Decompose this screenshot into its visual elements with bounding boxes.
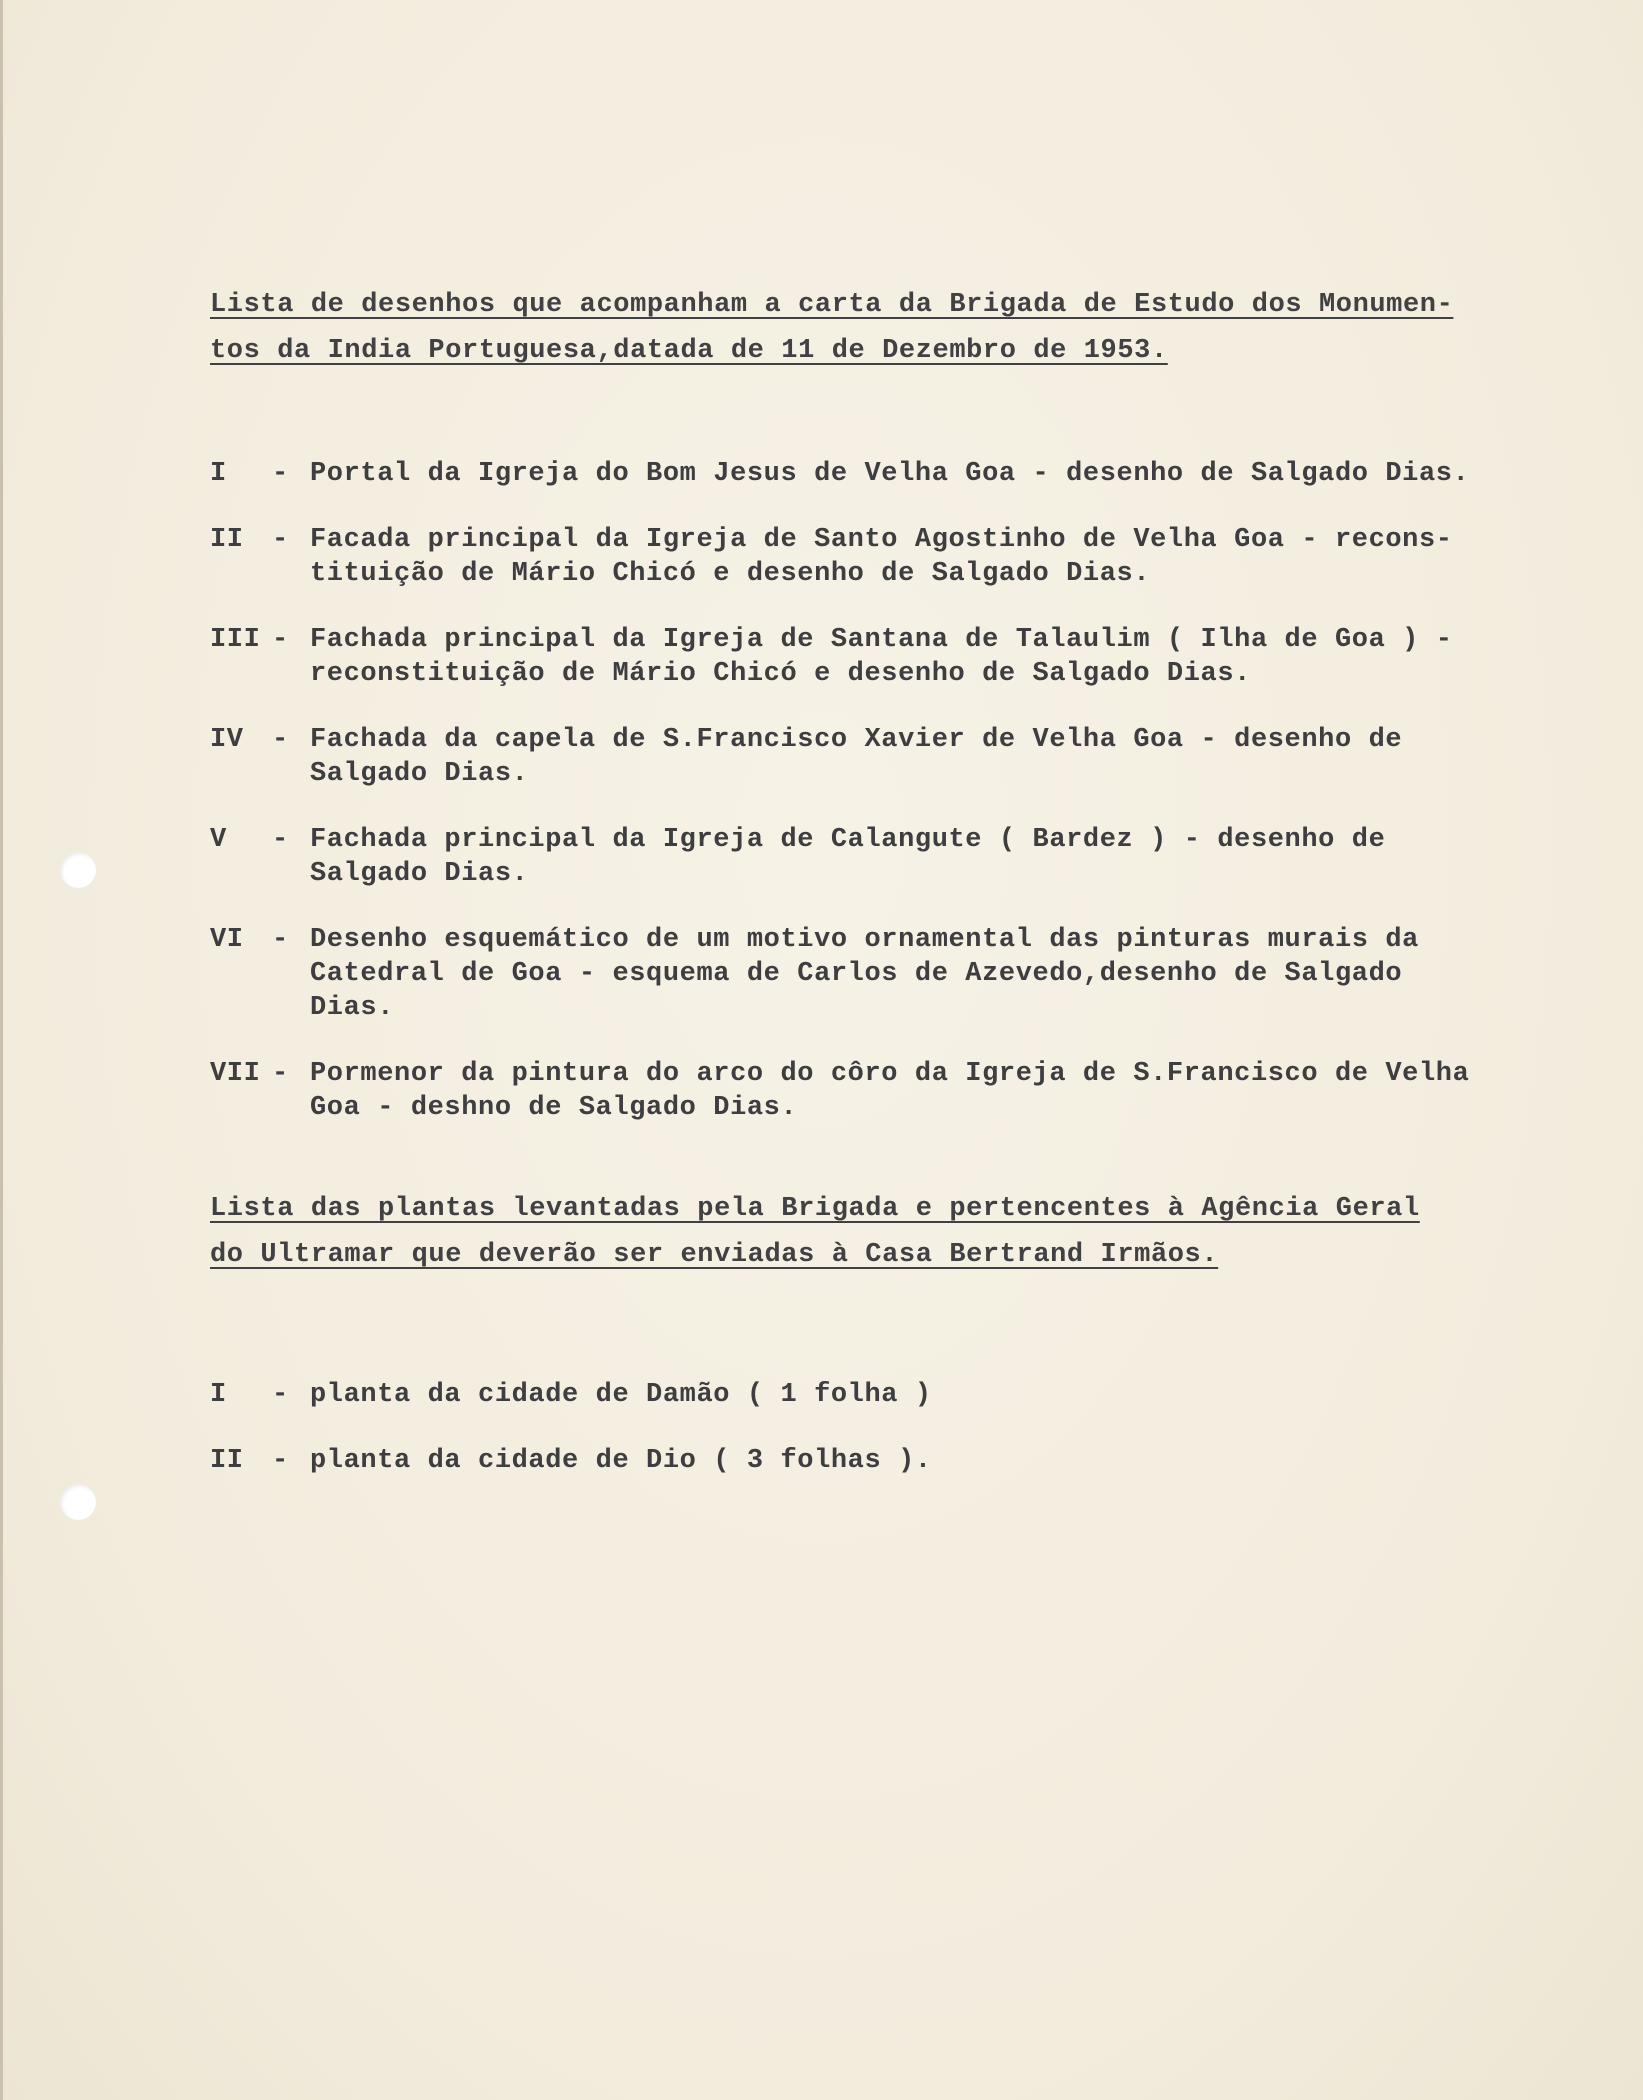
item-text: planta da cidade de Damão ( 1 folha ) [310,1380,932,1410]
item-text: Fachada principal da Igreja de Santana de Talaulim ( Ilha de Goa ) - reconstituição de Mário Chicó e desenho de Salgado Dias. [310,625,1453,689]
item-dash: - [272,1059,289,1089]
item-number: II [210,1446,244,1476]
list-item [210,723,1500,791]
heading-line: Lista das plantas levantadas pela Brigada e pertencentes à Agência Geral [210,1194,1420,1224]
heading-line: Lista de desenhos que acompanham a carta da Brigada de Estudo dos Monumen- [210,290,1454,320]
heading-line: do Ultramar que deverão ser enviadas à Casa Bertrand Irmãos. [210,1240,1219,1270]
item-dash: - [272,725,289,755]
item-dash: - [272,925,289,955]
item-number: V [210,825,227,855]
list-item [210,523,1500,591]
list-item [210,1378,1500,1412]
list-item [210,923,1500,1025]
item-number: I [210,459,227,489]
item-dash: - [272,459,289,489]
item-number: II [210,525,244,555]
item-number: IV [210,725,244,755]
item-text: Portal da Igreja do Bom Jesus de Velha Goa - desenho de Salgado Dias. [310,459,1470,489]
plans-list [210,1378,1500,1510]
item-number: VI [210,925,244,955]
item-dash: - [272,825,289,855]
list-item [210,1444,1500,1478]
heading-line: tos da India Portuguesa,datada de 11 de Dezembro de 1953. [210,336,1168,366]
list-item [210,1057,1500,1125]
item-dash: - [272,1446,289,1476]
item-text: Fachada da capela de S.Francisco Xavier de Velha Goa - desenho de Salgado Dias. [310,725,1403,789]
item-number: I [210,1380,227,1410]
drawings-list [210,457,1500,1157]
item-text: Desenho esquemático de um motivo ornamental das pinturas murais da Catedral de Goa - esquema de Carlos de Azevedo,desenho de Salgado Dias. [310,925,1419,1023]
list-item [210,457,1500,491]
punch-hole [60,1484,96,1520]
list-item [210,823,1500,891]
item-dash: - [272,625,289,655]
item-number: III [210,625,261,655]
list-item [210,623,1500,691]
item-text: planta da cidade de Dio ( 3 folhas ). [310,1446,932,1476]
item-text: Fachada principal da Igreja de Calangute ( Bardez ) - desenho de Salgado Dias. [310,825,1386,889]
item-text: Facada principal da Igreja de Santo Agostinho de Velha Goa - recons- tituição de Mário Chicó e desenho de Salgado Dias. [310,525,1453,589]
plans-list-heading [210,1186,1420,1278]
item-dash: - [272,1380,289,1410]
item-text: Pormenor da pintura do arco do côro da Igreja de S.Francisco de Velha Goa - deshno de Salgado Dias. [310,1059,1470,1123]
page-edge [0,0,3,2100]
punch-hole [60,852,96,888]
item-dash: - [272,525,289,555]
item-number: VII [210,1059,261,1089]
drawings-list-heading [210,282,1453,374]
